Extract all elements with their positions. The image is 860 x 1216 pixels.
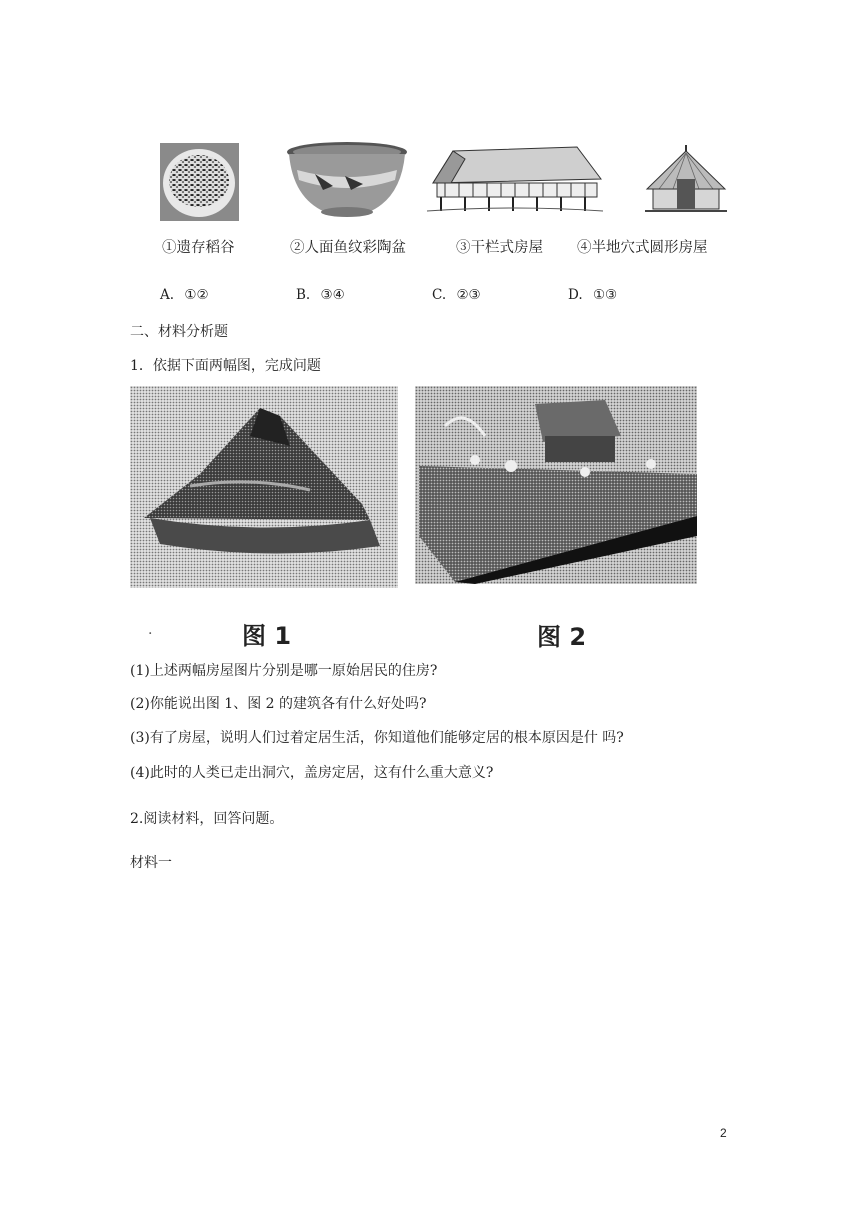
option-d[interactable] [568, 287, 617, 303]
caption-round-hut: ④半地穴式圆形房屋 [577, 240, 708, 256]
sub-question-3: (3)有了房屋，说明人们过着定居生活，你知道他们能够定居的根本原因是什 吗? [130, 730, 624, 746]
caption-pottery: ②人面鱼纹彩陶盆 [290, 240, 406, 256]
question-1-intro: 1．依据下面两幅图，完成问题 [130, 358, 321, 374]
rice-dish-image [160, 143, 239, 221]
page-number: 2 [720, 1126, 727, 1140]
material-label: 材料一 [130, 855, 172, 871]
option-text: ②③ [456, 287, 481, 303]
painted-pottery-image [285, 140, 410, 218]
option-b[interactable] [296, 287, 345, 303]
figure-2-photo [415, 386, 697, 584]
option-a[interactable] [160, 287, 209, 303]
caption-rice: ①遗存稻谷 [162, 240, 235, 256]
option-letter: B. [296, 287, 311, 303]
figure-2-label: 图 2 [537, 623, 587, 651]
option-c[interactable] [432, 287, 481, 303]
section-heading: 二、材料分析题 [130, 324, 228, 340]
sub-question-1: (1)上述两幅房屋图片分别是哪一原始居民的住房? [130, 663, 438, 679]
option-text: ①③ [592, 287, 618, 303]
stilt-house-image [425, 143, 605, 215]
painted-pottery-basin-icon [285, 140, 410, 218]
figure-1-label: 图 1 [242, 622, 292, 650]
question-2-intro: 2.阅读材料，回答问题。 [130, 811, 284, 827]
round-hut-image [645, 145, 727, 217]
sub-question-4: (4)此时的人类已走出洞穴，盖房定居，这有什么重大意义? [130, 765, 494, 781]
round-hut-icon [645, 145, 727, 217]
option-letter: D. [568, 287, 583, 303]
sub-question-2: (2)你能说出图 1、图 2 的建筑各有什么好处吗? [130, 696, 427, 712]
option-text: ③④ [320, 287, 345, 303]
option-letter: A. [160, 287, 175, 303]
banpo-hut-photo [130, 386, 398, 588]
option-letter: C. [432, 287, 447, 303]
rice-dish-icon [160, 143, 239, 221]
caption-stilt-house: ③干栏式房屋 [456, 240, 543, 256]
village-model-photo [415, 386, 697, 584]
option-text: ①② [184, 287, 209, 303]
figure-1-mark: . [148, 622, 153, 638]
figure-1-photo [130, 386, 398, 588]
stilt-house-icon [425, 143, 605, 215]
